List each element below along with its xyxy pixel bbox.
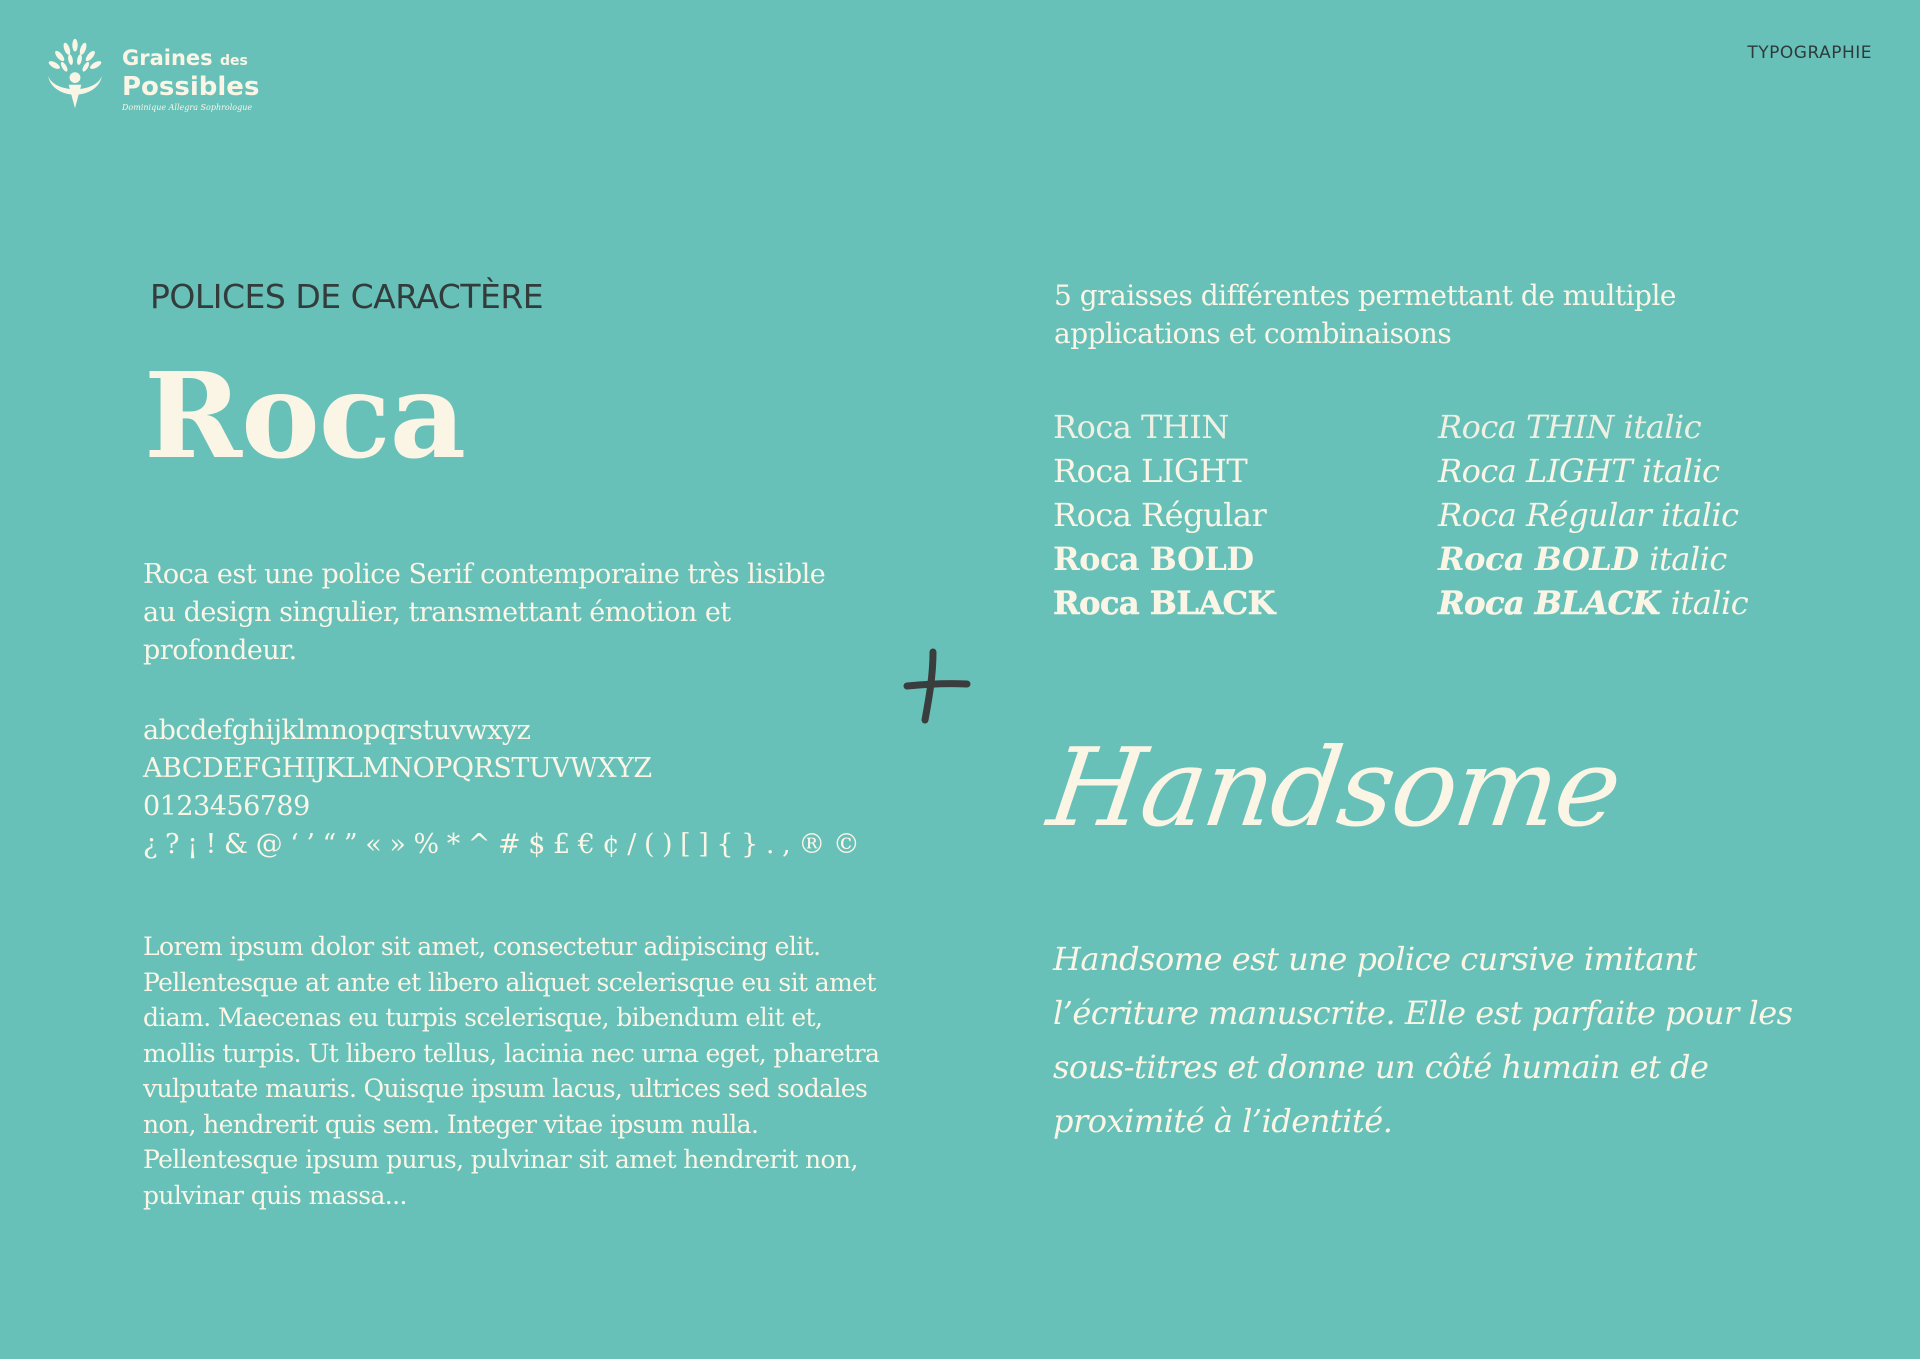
weight-light: Roca LIGHT [1053, 452, 1248, 490]
glyph-symbols: ¿ ? ¡ ! & @ ‘ ’ “ ” « » % * ^ # $ £ € ¢ / ( ) [ ] { } . , ® © [143, 829, 860, 860]
glyph-specimen [143, 712, 883, 864]
glyph-lowercase: abcdefghijklmnopqrstuvwxyz [143, 715, 531, 746]
weight-black-italic-name: Roca BLACK [1438, 584, 1660, 622]
weight-regular: Roca Régular [1053, 496, 1267, 534]
weight-bold-italic-name: Roca BOLD [1438, 540, 1639, 578]
weights-upright-list [1053, 405, 1275, 625]
glyph-digits: 0123456789 [143, 791, 310, 822]
weight-regular-italic-suffix: italic [1660, 496, 1739, 534]
logo-tree-icon [34, 38, 116, 110]
weight-thin-italic-suffix: italic [1623, 408, 1702, 446]
weight-bold-italic [1438, 537, 1748, 581]
section-tag: TYPOGRAPHIE [1747, 43, 1872, 63]
logo-line1: Graines [122, 46, 213, 70]
logo-line1-suffix: des [219, 53, 248, 69]
handsome-description: Handsome est une police cursive imitant l’écriture manuscrite. Elle est parfaite pour les sous-titres et donne un côté humain et de proximité à l’identité. [1053, 940, 1793, 1140]
weight-thin-italic [1438, 405, 1748, 449]
weight-light-italic-suffix: italic [1641, 452, 1720, 490]
weight-bold-italic-suffix: italic [1649, 540, 1727, 578]
weight-black: Roca BLACK [1053, 584, 1275, 622]
weight-light-italic-name: Roca LIGHT [1438, 452, 1633, 490]
glyph-uppercase: ABCDEFGHIJKLMNOPQRSTUVWXYZ [143, 753, 652, 784]
weight-regular-italic-name: Roca Régular [1438, 496, 1652, 534]
weight-thin: Roca THIN [1053, 408, 1229, 446]
fonts-heading: POLICES DE CARACTÈRE [150, 277, 544, 316]
weights-intro: 5 graisses différentes permettant de multiple applications et combinaisons [1054, 279, 1676, 350]
weight-thin-italic-name: Roca THIN [1438, 408, 1614, 446]
roca-font-name: Roca [144, 346, 466, 485]
weights-italic-list [1438, 405, 1748, 625]
handsome-font-name: Handsome [1041, 726, 1627, 851]
plus-icon [903, 646, 973, 726]
weight-black-italic-suffix: italic [1670, 584, 1749, 622]
weight-bold: Roca BOLD [1053, 540, 1254, 578]
logo-line2: Possibles [122, 72, 260, 102]
logo-signature: Dominique Allegra Sophrologue [122, 103, 253, 112]
roca-description: Roca est une police Serif contemporaine très lisible au design singulier, transmettant émotion et profondeur. [143, 559, 826, 666]
weight-regular-italic [1438, 493, 1748, 537]
weight-light-italic [1438, 449, 1748, 493]
lorem-paragraph: Lorem ipsum dolor sit amet, consectetur adipiscing elit. Pellentesque at ante et libero aliquet scelerisque eu sit amet diam. Maecenas eu turpis scelerisque, bibendum elit et, mollis turpis. Ut libero tellus, lacinia nec urna eget, pharetra vulputate mauris. Quisque ipsum lacus, ultrices sed sodales non, hendrerit quis sem. Integer vitae ipsum nulla. Pellentesque ipsum purus, pulvinar sit amet hendrerit non, pulvinar quis massa... [143, 932, 880, 1210]
logo-wordmark [122, 46, 259, 112]
weight-black-italic [1438, 581, 1748, 625]
